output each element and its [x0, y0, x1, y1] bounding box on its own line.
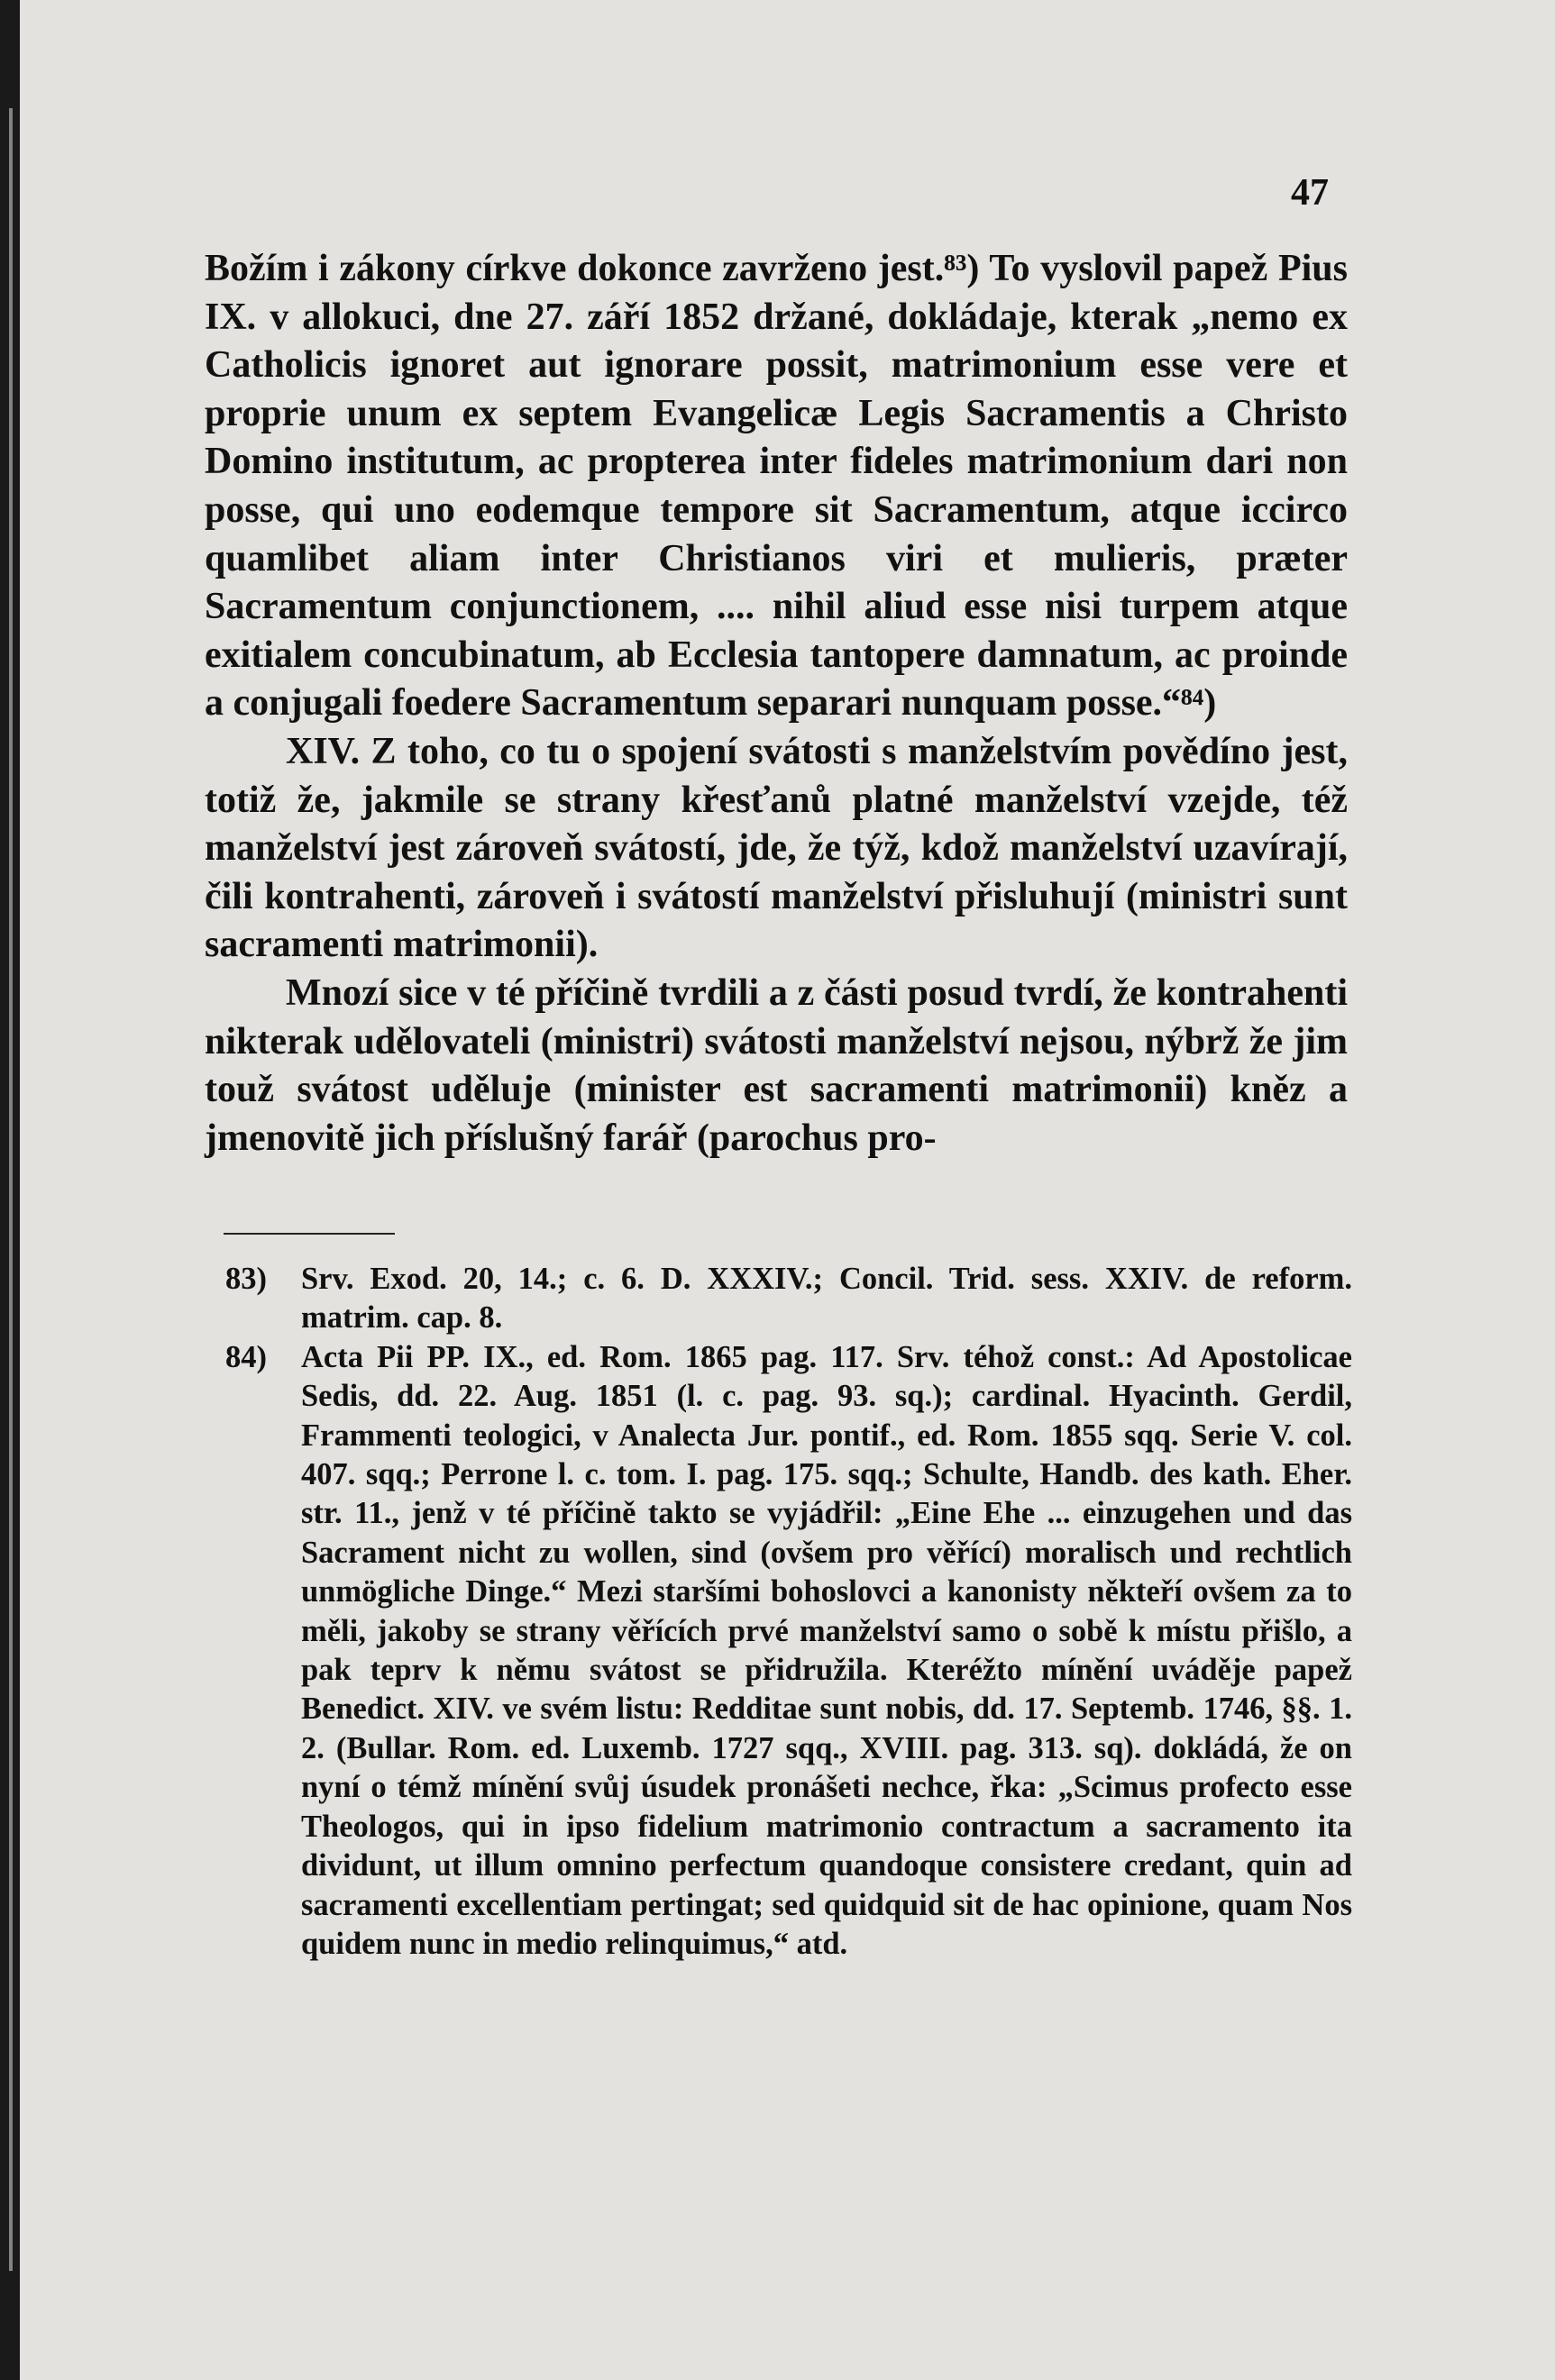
footnote-text: Acta Pii PP. IX., ed. Rom. 1865 pag. 117. Srv. téhož const.: Ad Apostolicae Sedis, dd. 22. Aug. 1851 (l. c. pag. 93. sq.); cardinal. Hyacinth. Gerdil, Frammenti teologici, v Analecta Jur. pontif., ed. Rom. 1855 sqq. Serie V. col. 407. sqq.; Perrone l. c. tom. I. pag. 175. sqq.; Schulte, Handb. des kath. Eher. str. 11., jenž v té příčině takto se vyjádřil: „Eine Ehe ... einzugehen und das Sacrament nicht zu wollen, sind (ovšem pro věřící) moralisch und rechtlich unmögliche Dinge.“ Mezi staršími bohoslovci a kanonisty někteří ovšem za to měli, jakoby se strany věřících prvé manželství samo o sobě k místu přišlo, a pak teprv k němu svátost se přidružila. Kteréžto mínění uváděje papež Benedict. XIV. ve svém listu: Redditae sunt nobis, dd. 17. Septemb. 1746, §§. 1. 2. (Bullar. Rom. ed. Luxemb. 1727 sqq., XVIII. pag. 313. sq). dokládá, že on nyní o témž mínění svůj úsudek pronášeti nechce, řka: „Scimus profecto esse Theologos, qui in ipso fidelium matrimonio contractum a sacramento ita dividunt, ut illum omnino perfectum quandoque consistere credant, quin ad sacramenti excellentiam pertingat; sed quidquid sit de hac opinione, quam Nos quidem nunc in medio relinquimus,“ atd. [301, 1339, 1352, 1961]
footnote-84 [225, 1338, 1352, 1965]
paragraph-1: Božím i zákony církve dokonce zavrženo jest.⁸³) To vyslovil papež Pius IX. v allokuci, dne 27. září 1852 držané, dokládaje, kterak „nemo ex Catholicis ignoret aut ignorare possit, matrimonium esse vere et proprie unum ex septem Evangelicæ Legis Sacramentis a Christo Domino institutum, ac propterea inter fideles matrimonium dari non posse, qui uno eodemque tempore sit Sacramentum, atque iccirco quamlibet aliam inter Christianos viri et mulieris, præter Sacramentum conjunctionem, .... nihil aliud esse nisi turpem atque exitialem concubinatum, ab Ecclesia tantopere damnatum, ac proinde a conjugali foedere Sacramentum separari nunquam posse.“⁸⁴) [205, 248, 1348, 725]
footnote-83 [225, 1260, 1352, 1338]
main-text [205, 245, 1348, 1163]
footnote-text: Srv. Exod. 20, 14.; c. 6. D. XXXIV.; Concil. Trid. sess. XXIV. de reform. matrim. cap. 8. [301, 1262, 1352, 1336]
paragraph-3: Mnozí sice v té příčině tvrdili a z části posud tvrdí, že kontrahenti nikterak udělovateli (ministri) svátosti manželství nejsou, nýbrž že jim touž svátost uděluje (minister est sacramenti matrimonii) kněz a jmenovitě jich příslušný farář (parochus pro- [205, 971, 1348, 1159]
paragraph-2: XIV. Z toho, co tu o spojení svátosti s manželstvím povědíno jest, totiž že, jakmile se strany křesťanů platné manželství vzejde, též manželství jest zároveň svátostí, jde, že týž, kdož manželství uzavírají, čili kontrahenti, zároveň i svátostí manželství přisluhují (ministri sunt sacramenti matrimonii). [205, 730, 1348, 966]
page-number: 47 [1291, 172, 1329, 214]
scan-edge [0, 0, 20, 2380]
footnote-marker: 84) [225, 1339, 267, 1374]
book-page [20, 0, 1555, 2380]
footnote-separator [224, 1233, 395, 1235]
footnotes [225, 1260, 1352, 1964]
binding-edge [9, 108, 13, 2271]
footnote-marker: 83) [225, 1262, 267, 1296]
